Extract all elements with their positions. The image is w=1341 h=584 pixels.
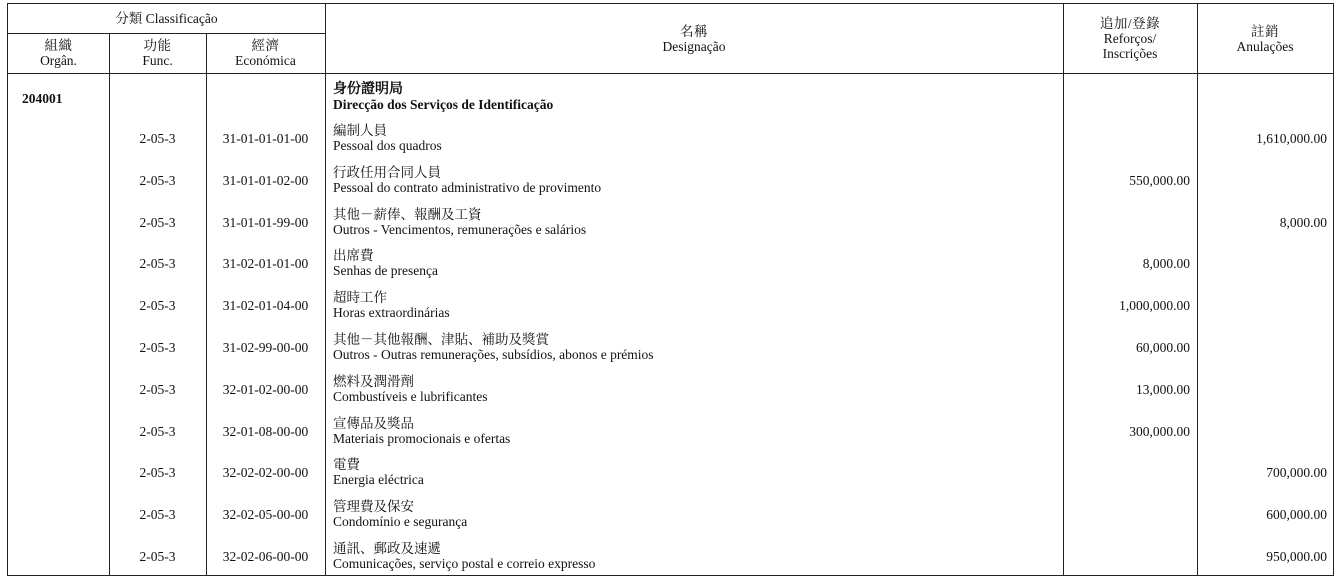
designation-pt: Condomínio e segurança: [333, 514, 468, 529]
designation-cell: [333, 332, 654, 362]
classification-underline: [8, 33, 325, 34]
func-code: 2-05-3: [139, 507, 176, 522]
designation-cell: [333, 374, 487, 404]
designation-pt: Energia eléctrica: [333, 472, 424, 487]
designation-zh: 電費: [333, 457, 360, 472]
reinforcements-header: 追加/登錄 Reforços/ Inscrições: [1099, 16, 1161, 61]
designation-pt: Outros - Outras remunerações, subsídios, abonos e prémios: [333, 347, 654, 362]
func-code: 2-05-3: [139, 131, 176, 146]
designation-zh: 燃料及潤滑劑: [333, 374, 414, 389]
designation-zh: 編制人員: [333, 123, 387, 138]
cancellation-amount: 700,000.00: [1266, 465, 1327, 480]
func-code: 2-05-3: [139, 424, 176, 439]
econ-code: 32-01-08-00-00: [222, 424, 309, 439]
designation-pt: Pessoal do contrato administrativo de provimento: [333, 180, 602, 195]
cancellation-amount: 950,000.00: [1266, 549, 1327, 564]
designation-cell: [333, 123, 442, 153]
entity-name: 身份證明局 Direcção dos Serviços de Identificação: [333, 82, 554, 112]
func-code: 2-05-3: [139, 173, 176, 188]
econ-code: 31-01-01-02-00: [222, 173, 309, 188]
designation-zh: 超時工作: [333, 290, 387, 305]
designation-zh: 通訊、郵政及速遞: [333, 541, 441, 556]
header-bottom-line: [8, 73, 1333, 74]
designation-zh: 其他－其他報酬、津貼、補助及獎賞: [333, 332, 549, 347]
col-divider-econ: [325, 4, 326, 575]
func-code: 2-05-3: [139, 215, 176, 230]
designation-pt: Comunicações, serviço postal e correio expresso: [333, 556, 596, 571]
designation-zh: 宣傳品及獎品: [333, 416, 414, 431]
econ-code: 31-01-01-01-00: [222, 131, 309, 146]
cancellations-header: 註銷 Anulações: [1236, 24, 1294, 54]
designation-pt: Outros - Vencimentos, remunerações e salários: [333, 222, 587, 237]
econ-code: 32-02-02-00-00: [222, 465, 309, 480]
reinforcement-amount: 550,000.00: [1129, 173, 1190, 188]
designation-cell: [333, 499, 467, 529]
econ-code: 32-01-02-00-00: [222, 382, 309, 397]
designation-cell: [333, 165, 601, 195]
col-divider-reinforcements: [1197, 4, 1198, 575]
reinforcement-amount: 60,000.00: [1136, 340, 1190, 355]
designation-pt: Senhas de presença: [333, 263, 438, 278]
designation-cell: [333, 207, 586, 237]
entity-code: 204001: [22, 91, 63, 106]
classification-header: 分類 Classificação: [115, 11, 218, 26]
designation-pt: Pessoal dos quadros: [333, 138, 442, 153]
designation-cell: [333, 416, 510, 446]
designation-cell: [333, 248, 438, 278]
organ-header: 組織 Orgân.: [40, 38, 77, 68]
designation-cell: [333, 457, 424, 487]
reinforcement-amount: 13,000.00: [1136, 382, 1190, 397]
econ-header: 經濟 Económica: [235, 38, 296, 68]
econ-code: 32-02-05-00-00: [222, 507, 309, 522]
designation-pt: Horas extraordinárias: [333, 305, 450, 320]
col-divider-designation: [1063, 4, 1064, 575]
cancellation-amount: 1,610,000.00: [1256, 131, 1327, 146]
reinforcement-amount: 300,000.00: [1129, 424, 1190, 439]
cancellation-amount: 600,000.00: [1266, 507, 1327, 522]
func-code: 2-05-3: [139, 256, 176, 271]
func-code: 2-05-3: [139, 382, 176, 397]
designation-cell: [333, 290, 450, 320]
econ-code: 32-02-06-00-00: [222, 549, 309, 564]
budget-table: [7, 3, 1334, 576]
func-code: 2-05-3: [139, 549, 176, 564]
designation-header: 名稱 Designação: [662, 24, 726, 54]
designation-zh: 其他－薪俸、報酬及工資: [333, 207, 482, 222]
econ-code: 31-02-01-01-00: [222, 256, 309, 271]
cancellation-amount: 8,000.00: [1279, 215, 1327, 230]
designation-zh: 管理費及保安: [333, 499, 414, 514]
designation-zh: 行政任用合同人員: [333, 165, 441, 180]
designation-cell: [333, 541, 595, 571]
func-code: 2-05-3: [139, 465, 176, 480]
reinforcement-amount: 8,000.00: [1142, 256, 1190, 271]
econ-code: 31-02-99-00-00: [222, 340, 309, 355]
econ-code: 31-02-01-04-00: [222, 298, 309, 313]
func-code: 2-05-3: [139, 340, 176, 355]
func-code: 2-05-3: [139, 298, 176, 313]
designation-pt: Materiais promocionais e ofertas: [333, 431, 511, 446]
designation-pt: Combustíveis e lubrificantes: [333, 389, 488, 404]
func-header: 功能 Func.: [142, 38, 173, 68]
econ-code: 31-01-01-99-00: [222, 215, 309, 230]
reinforcement-amount: 1,000,000.00: [1119, 298, 1190, 313]
designation-zh: 出席費: [333, 248, 374, 263]
